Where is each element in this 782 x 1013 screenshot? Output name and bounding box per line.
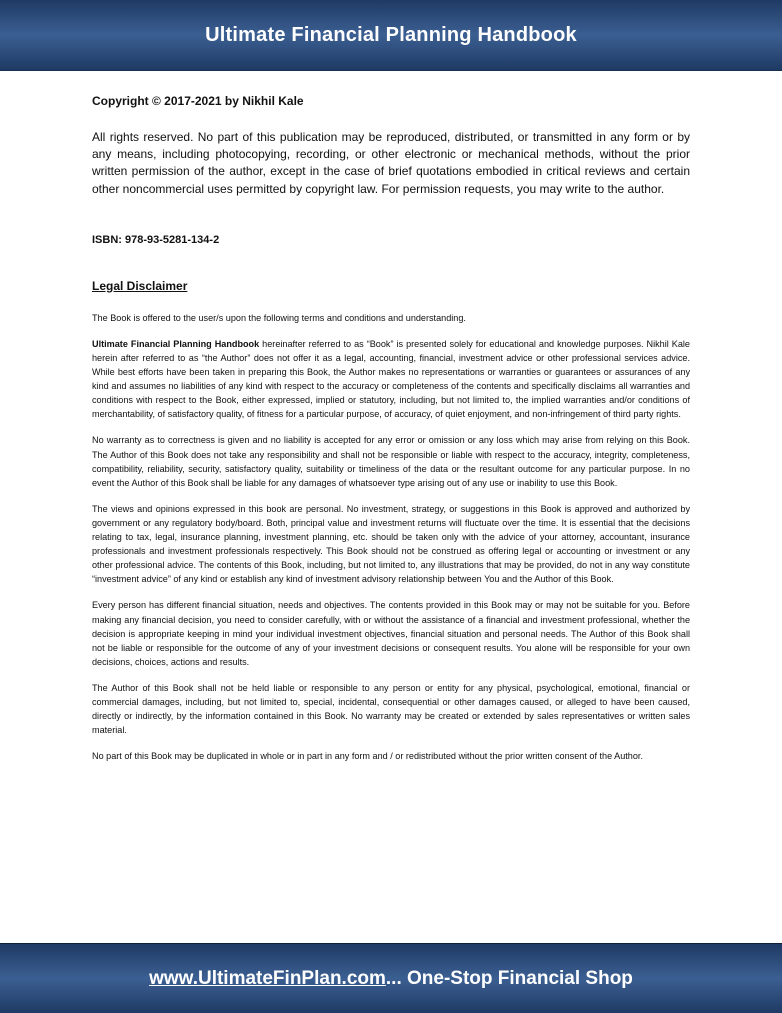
footer-tagline: ... One-Stop Financial Shop: [385, 967, 633, 989]
page-title: Ultimate Financial Planning Handbook: [205, 23, 577, 46]
book-title-bold: Ultimate Financial Planning Handbook: [92, 338, 260, 349]
legal-disclaimer-heading: Legal Disclaimer: [92, 278, 188, 293]
legal-paragraph-1-text: hereinafter referred to as “Book” is presented solely for educational and knowledge purposes. Nikhil Kale herein after referred to as “the Author” does not offer it as a legal, accounting, financial, investment advice or other professional services advice. While best efforts have been taken in preparing this Book, the Author makes no representations or warranties or guarantees or assurances of any kind and assumes no liabilities of any kind with respect to the accuracy or completeness of the contents and specifically disclaims all warranties and conditions with respect to the Book, either expressed, implied or statutory, including, but not limited to, the implied warranties and/or conditions of merchantability, of satisfactory quality, of fitness for a particular purpose, of accuracy, of quiet enjoyment, and non-infringement of third party rights.: [92, 338, 690, 420]
page-footer: [0, 943, 782, 1013]
page-content: [92, 94, 690, 775]
footer-text: [149, 968, 633, 990]
legal-paragraph-3: The views and opinions expressed in this book are personal. No investment, strategy, or suggestions in this Book is approved and authorized by government or any regulatory body/board. Both, principal value and investment returns will fluctuate over the time. It is essential that the decisions relating to tax, legal, insurance planning, investment planning, etc. should be taken only with the advice of your attorney, accountant, insurance professionals and investment professionals respectively. This Book should not be construed as offering legal or accounting or investment or any other professional advice. The contents of this Book, including, but not limited to, any illustrations that may be provided, do not in any way constitute “investment advice” of any kind or establish any kind of investment advisory relationship between You and the Author of this Book.: [92, 503, 690, 585]
legal-paragraph-6: No part of this Book may be duplicated in whole or in part in any form and / or redistributed without the prior written consent of the Author.: [92, 751, 643, 762]
rights-paragraph: All rights reserved. No part of this publication may be reproduced, distributed, or transmitted in any form or by any means, including photocopying, recording, or other electronic or mechanical methods, without the prior written permission of the author, except in the case of brief quotations embodied in critical reviews and certain other noncommercial uses permitted by copyright law. For permission requests, you may write to the author.: [92, 130, 690, 196]
legal-paragraph-5: The Author of this Book shall not be held liable or responsible to any person or entity for any physical, psychological, emotional, financial or commercial damages, including, but not limited to, special, incidental, consequential or other damages caused, or alleged to have been caused, directly or indirectly, by the information contained in this Book. No warranty may be created or extended by sales representatives or written sales material.: [92, 682, 690, 736]
legal-paragraph-2: No warranty as to correctness is given and no liability is accepted for any error or omission or any loss which may arise from relying on this Book. The Author of this Book does not take any responsibility and shall not be responsible or liable with respect to the accuracy, integrity, completeness, compatibility, reliability, security, satisfactory quality, suitability or timeliness of the data or the resultant outcome for any particular purpose. In no event the Author of this Book shall be liable for any damages of whatsoever type arising out of any use or inability to use this Book.: [92, 435, 690, 488]
legal-paragraph-4: Every person has different financial situation, needs and objectives. The contents provided in this Book may or may not be suitable for you. Before making any financial decision, you need to consider carefully, with or without the assistance of a financial and investment professional, whether the decision is appropriate keeping in mind your individual investment objectives, financial situation and personal needs. The Author of this Book shall not be liable or responsible for the outcome of any of your investment decisions or consequent results. You alone will be responsible for your own decisions, choices, actions and results.: [92, 600, 690, 667]
page-header: [0, 0, 782, 71]
website-link[interactable]: www.UltimateFinPlan.com: [149, 967, 386, 989]
legal-paragraph-1: [92, 337, 690, 422]
isbn-line: ISBN: 978-93-5281-134-2: [92, 233, 220, 246]
copyright-line: Copyright © 2017-2021 by Nikhil Kale: [92, 94, 304, 108]
legal-intro-paragraph: The Book is offered to the user/s upon the following terms and conditions and understanding.: [92, 312, 466, 323]
